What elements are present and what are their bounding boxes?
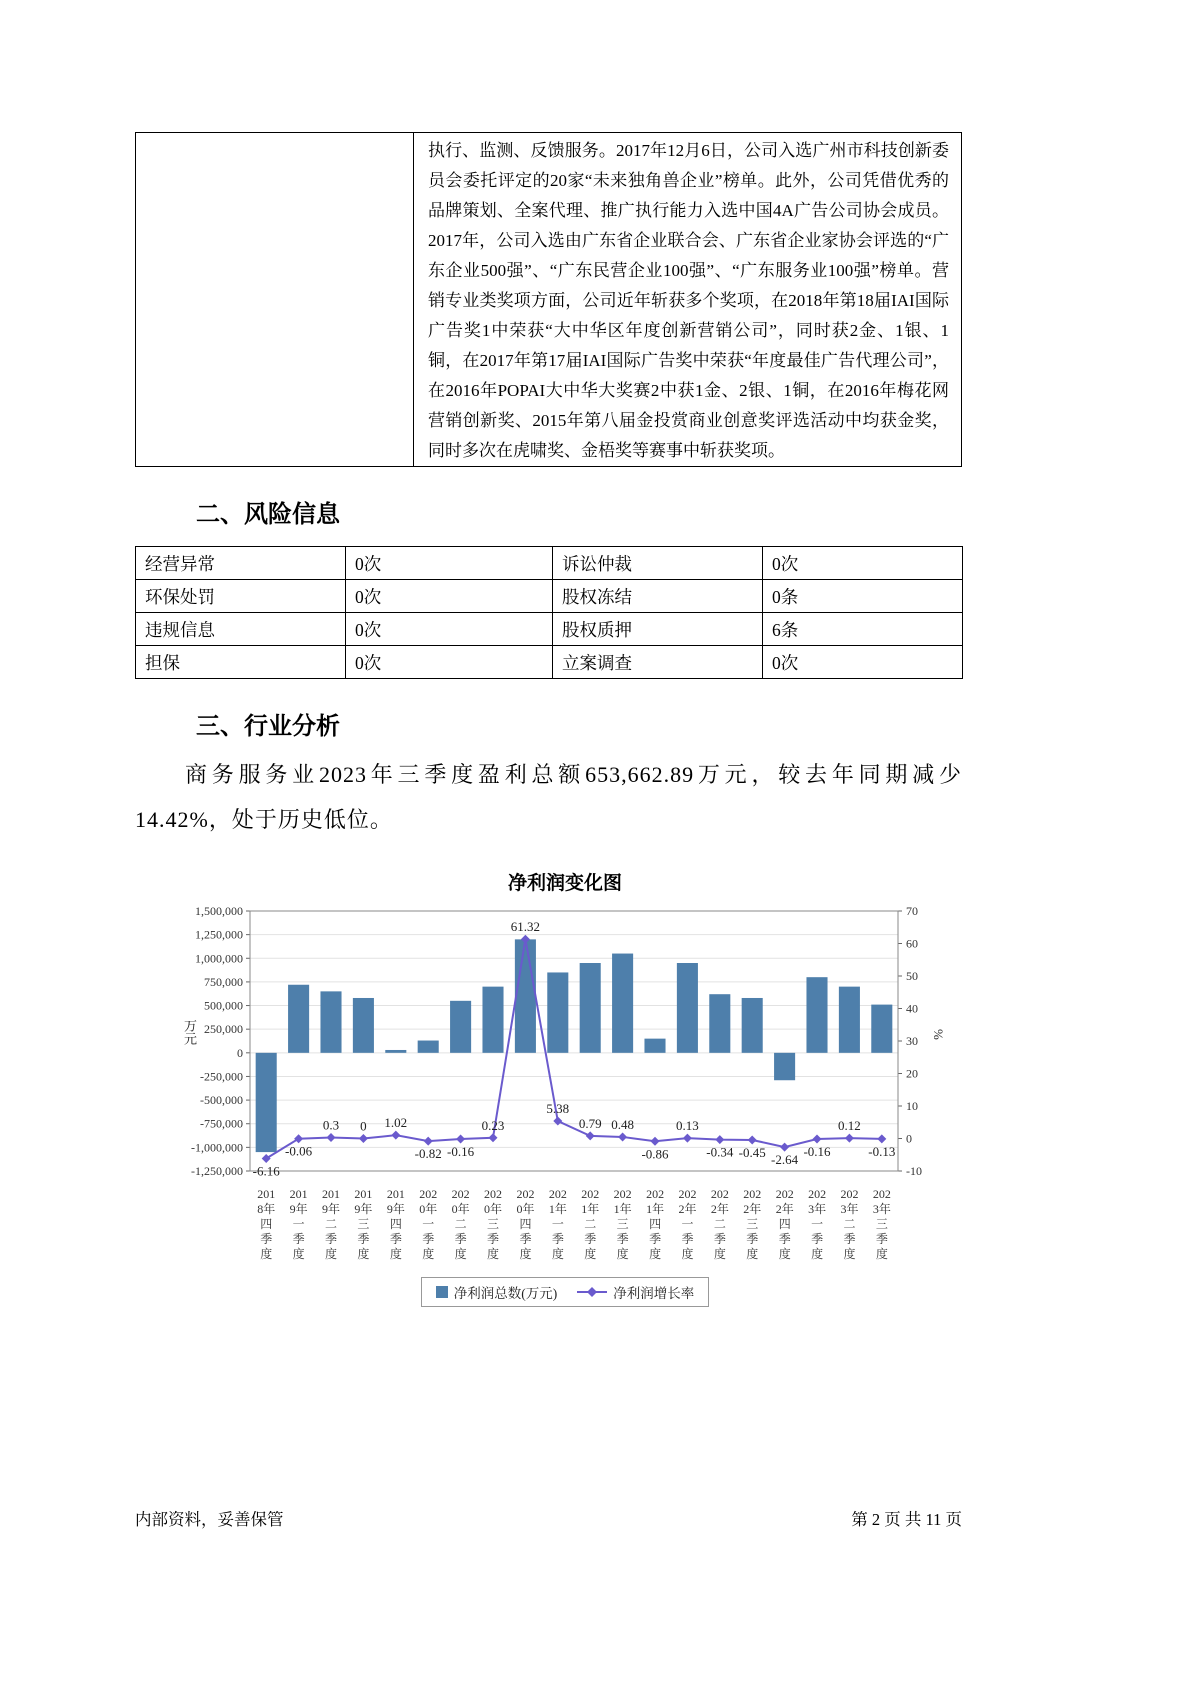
line-data-label: -0.16 [803, 1144, 831, 1160]
line-marker [489, 1133, 498, 1142]
line-marker [424, 1137, 433, 1146]
chart-legend [421, 1277, 710, 1307]
industry-analysis-paragraph: 商务服务业2023年三季度盈利总额653,662.89万元，较去年同期减少14.42%，处于历史低位。 [135, 762, 962, 832]
x-axis-label: 201 9年 二 季 度 [322, 1187, 341, 1261]
right-tick-label: 60 [906, 936, 918, 951]
line-data-label: -0.34 [706, 1144, 734, 1160]
risk-label-cell: 环保处罚 [136, 580, 346, 613]
risk-value-cell: 0次 [346, 580, 553, 613]
line-data-label: 5.38 [546, 1101, 570, 1117]
risk-label-cell: 经营异常 [136, 547, 346, 580]
net-profit-bar [644, 1039, 665, 1053]
risk-info-table [135, 546, 963, 679]
right-tick-label: 10 [906, 1099, 918, 1113]
line-marker [877, 1134, 886, 1143]
left-tick-label: 500,000 [204, 998, 243, 1013]
net-profit-bar [806, 977, 827, 1053]
chart-body [170, 901, 960, 1269]
line-marker [813, 1135, 822, 1144]
intro-table-left-cell [136, 133, 414, 467]
risk-section-heading: 二、风险信息 [196, 501, 340, 528]
x-axis-label: 202 1年 三 季 度 [613, 1187, 632, 1261]
line-marker [651, 1137, 660, 1146]
line-data-label: -0.86 [641, 1146, 669, 1162]
x-axis-label: 202 3年 三 季 度 [872, 1187, 891, 1261]
x-axis-label: 202 2年 二 季 度 [710, 1187, 729, 1261]
risk-value-cell: 0次 [763, 547, 963, 580]
line-data-label: 0.12 [838, 1118, 861, 1134]
risk-value-cell: 0次 [346, 547, 553, 580]
x-axis-label: 202 0年 三 季 度 [484, 1187, 503, 1261]
left-tick-label: -1,250,000 [191, 1164, 243, 1178]
net-profit-bar [677, 963, 698, 1053]
risk-table-row [136, 613, 963, 646]
line-marker [359, 1134, 368, 1143]
left-tick-label: 1,500,000 [195, 904, 243, 918]
net-profit-bar [612, 954, 633, 1053]
net-profit-bar [320, 991, 341, 1052]
footer-confidential-note: 内部资料，妥善保管 [135, 1510, 284, 1529]
risk-label-cell: 担保 [136, 646, 346, 679]
net-profit-bar [418, 1041, 439, 1053]
line-data-label: -0.13 [868, 1143, 896, 1159]
x-axis-label: 202 0年 四 季 度 [516, 1187, 535, 1261]
chart-svg [170, 901, 960, 1183]
net-profit-bar [256, 1053, 277, 1152]
net-profit-bar [742, 998, 763, 1053]
plot-border [250, 911, 898, 1171]
left-tick-label: 250,000 [204, 1022, 243, 1037]
line-marker [748, 1135, 757, 1144]
risk-value-cell: 0次 [346, 646, 553, 679]
line-marker [618, 1132, 627, 1141]
x-axis-label: 201 9年 一 季 度 [289, 1187, 308, 1261]
line-marker [586, 1131, 595, 1140]
line-data-label: 0.48 [611, 1116, 634, 1132]
risk-table-row [136, 580, 963, 613]
line-marker [262, 1154, 271, 1163]
risk-label-cell: 立案调查 [553, 646, 763, 679]
x-axis-label: 202 1年 二 季 度 [581, 1187, 600, 1261]
net-profit-chart [170, 868, 960, 1307]
net-profit-bar [709, 994, 730, 1053]
risk-value-cell: 0次 [763, 646, 963, 679]
net-profit-bar [580, 963, 601, 1053]
legend-line-series-label: 净利润增长率 [613, 1286, 695, 1301]
risk-value-cell: 6条 [763, 613, 963, 646]
net-profit-bar [547, 972, 568, 1052]
line-data-label: 0 [360, 1118, 367, 1134]
line-data-label: -0.45 [738, 1144, 766, 1160]
right-axis-title: % [931, 1029, 946, 1040]
footer-page-number: 第 2 页 共 11 页 [851, 1510, 962, 1529]
chart-title: 净利润变化图 [507, 873, 622, 894]
left-tick-label: -750,000 [200, 1116, 243, 1131]
net-profit-bar [515, 939, 536, 1052]
line-data-label: -0.06 [285, 1143, 313, 1159]
net-profit-bar [871, 1005, 892, 1053]
x-axis-label: 202 2年 三 季 度 [743, 1187, 762, 1261]
net-profit-bar [385, 1050, 406, 1053]
legend-item-line-series [577, 1282, 694, 1302]
line-marker [456, 1135, 465, 1144]
x-axis-label: 202 2年 一 季 度 [678, 1187, 697, 1261]
x-axis-label: 202 0年 二 季 度 [451, 1187, 470, 1261]
right-tick-label: 30 [906, 1034, 918, 1048]
x-axis-label: 202 3年 二 季 度 [840, 1187, 859, 1261]
x-axis-labels [250, 1187, 898, 1262]
line-data-label: -0.82 [414, 1146, 442, 1162]
line-data-label: 0.23 [481, 1117, 505, 1133]
risk-table-body [136, 547, 963, 679]
risk-label-cell: 违规信息 [136, 613, 346, 646]
line-data-label: 61.32 [510, 919, 541, 935]
line-data-label: -2.64 [771, 1152, 799, 1168]
left-tick-label: 0 [237, 1045, 243, 1060]
line-data-label: -0.16 [447, 1144, 475, 1160]
legend-bar-series-label: 净利润总数(万元) [453, 1286, 558, 1301]
x-axis-label: 201 8年 四 季 度 [257, 1187, 276, 1261]
left-axis-title: 万元 [182, 1019, 197, 1045]
company-intro-table [135, 132, 962, 467]
industry-section-heading: 三、行业分析 [196, 713, 340, 740]
left-tick-label: -500,000 [200, 1093, 243, 1108]
right-tick-label: 40 [906, 1001, 918, 1016]
net-profit-bar [353, 998, 374, 1053]
line-marker [780, 1143, 789, 1152]
right-tick-label: 50 [906, 969, 918, 983]
line-data-label: 0.13 [676, 1118, 699, 1134]
line-marker [683, 1134, 692, 1143]
x-axis-label: 201 9年 四 季 度 [386, 1187, 405, 1261]
right-tick-label: 20 [906, 1066, 918, 1081]
risk-table-row [136, 547, 963, 580]
line-marker [845, 1134, 854, 1143]
left-tick-label: 1,000,000 [195, 951, 243, 966]
left-tick-label: -250,000 [200, 1069, 243, 1084]
risk-label-cell: 诉讼仲裁 [553, 547, 763, 580]
line-series-marker-icon [577, 1286, 607, 1298]
bar-series-swatch-icon [436, 1286, 448, 1298]
risk-value-cell: 0次 [346, 613, 553, 646]
line-marker [715, 1135, 724, 1144]
line-data-label: 0.3 [322, 1117, 340, 1133]
line-data-label: 1.02 [384, 1115, 408, 1131]
line-data-label: -6.16 [252, 1163, 280, 1179]
risk-value-cell: 0条 [763, 580, 963, 613]
line-marker [294, 1134, 303, 1143]
line-marker [327, 1133, 336, 1142]
left-tick-label: 1,250,000 [195, 927, 243, 942]
x-axis-label: 202 1年 四 季 度 [646, 1187, 665, 1261]
net-profit-bar [450, 1001, 471, 1053]
risk-label-cell: 股权质押 [553, 613, 763, 646]
right-tick-label: -10 [906, 1164, 922, 1178]
intro-table-row [136, 133, 962, 467]
net-profit-bar [482, 987, 503, 1053]
intro-table-text-cell: 执行、监测、反馈服务。2017年12月6日，公司入选广州市科技创新委员会委托评定的20家“未来独角兽企业”榜单。此外，公司凭借优秀的品牌策划、全案代理、推广执行能力入选中国4A广告公司协会成员。2017年，公司入选由广东省企业联合会、广东省企业家协会评选的“广东企业500强”、“广东民营企业100强”、“广东服务业100强”榜单。营销专业类奖项方面，公司近年斩获多个奖项，在2018年第18届IAI国际广告奖1中荣获“大中华区年度创新营销公司”，同时获2金、1银、1铜，在2017年第17届IAI国际广告奖中荣获“年度最佳广告代理公司”，在2016年POPAI大中华大奖赛2中获1金、2银、1铜，在2016年梅花网营销创新奖、2015年第八届金投赏商业创意奖评选活动中均获金奖，同时多次在虎啸奖、金梧奖等赛事中斩获奖项。 [414, 133, 962, 467]
x-axis-label: 202 3年 一 季 度 [808, 1187, 827, 1261]
risk-label-cell: 股权冻结 [553, 580, 763, 613]
legend-item-bar-series [436, 1282, 558, 1302]
net-profit-bar [288, 985, 309, 1053]
right-tick-label: 0 [906, 1131, 912, 1146]
left-tick-label: 750,000 [204, 974, 243, 989]
x-axis-label: 202 2年 四 季 度 [775, 1187, 794, 1261]
line-data-label: 0.79 [578, 1115, 602, 1131]
x-axis-label: 202 1年 一 季 度 [548, 1187, 567, 1261]
right-tick-label: 70 [906, 904, 918, 918]
net-profit-bar [839, 987, 860, 1053]
line-marker [391, 1131, 400, 1140]
risk-table-row [136, 646, 963, 679]
x-axis-label: 201 9年 三 季 度 [354, 1187, 373, 1261]
net-profit-bar [774, 1053, 795, 1080]
left-tick-label: -1,000,000 [191, 1140, 243, 1155]
x-axis-label: 202 0年 一 季 度 [419, 1187, 438, 1261]
